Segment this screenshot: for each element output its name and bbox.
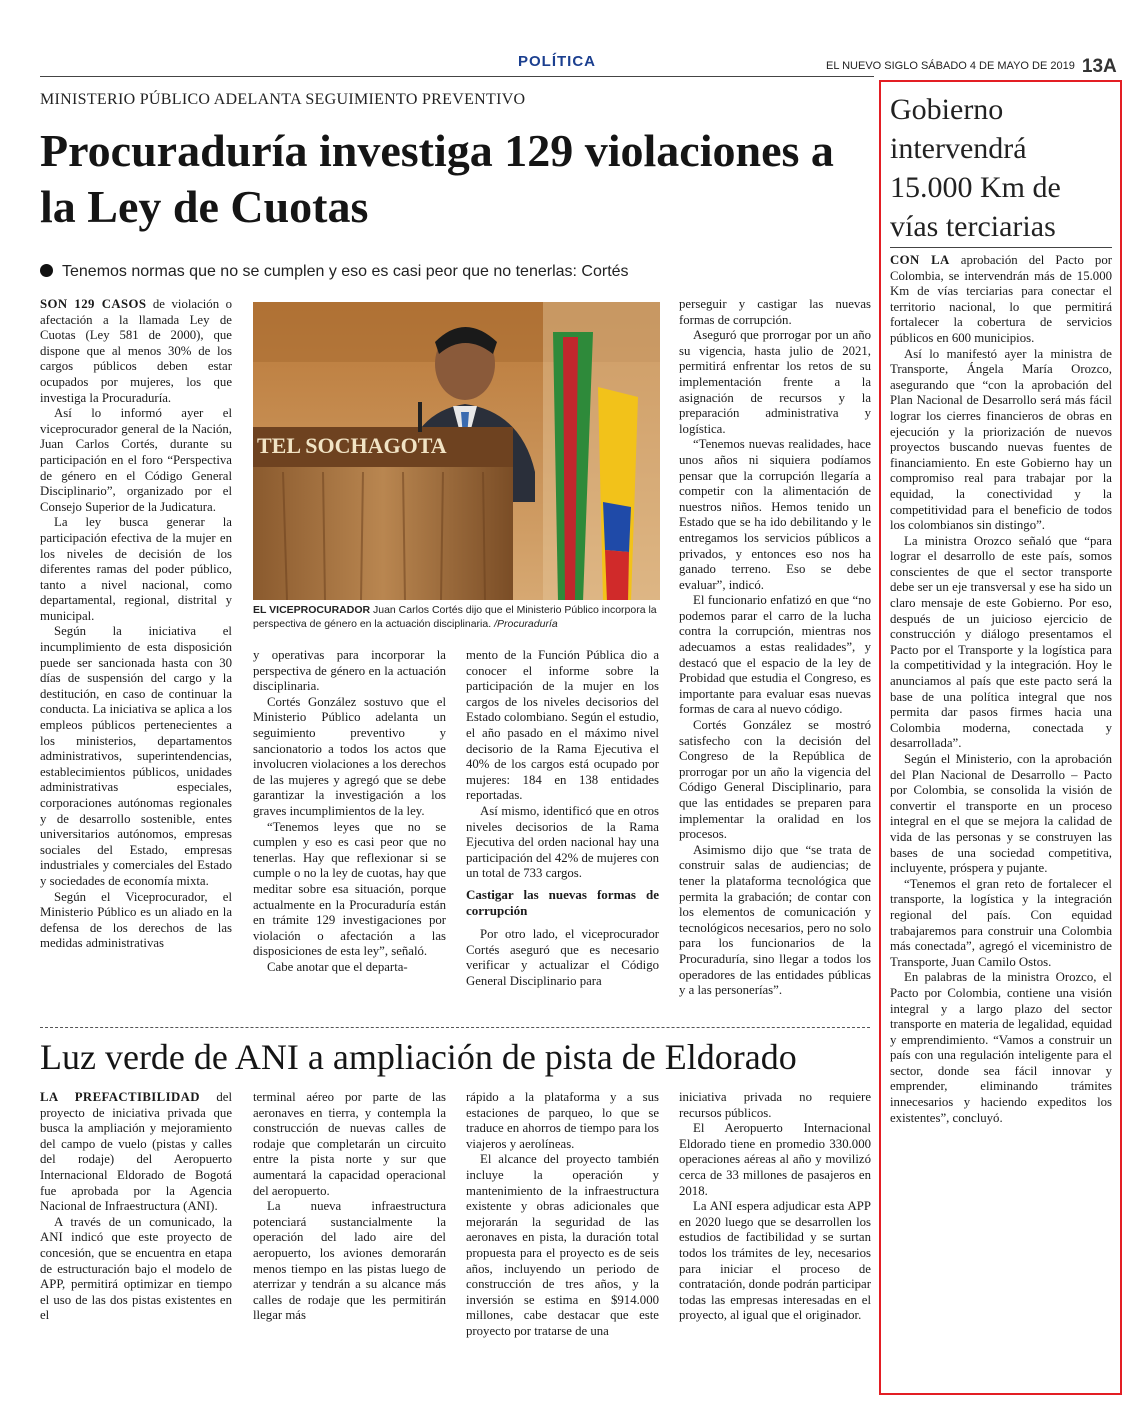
paragraph: Según el Viceprocurador, el Ministerio Público es un aliado en la defensa de los derechos de las medidas administrativas: [40, 889, 232, 951]
article2-column-2: [253, 1090, 446, 1390]
article1-column-4: [679, 297, 871, 1012]
photo-caption: [253, 604, 663, 631]
paragraph: CON LA aprobación del Pacto por Colombia, se intervendrán más de 15.000 Km de vías terciarias para conectar el territorio nacional, lo que permitirá fortalecer la cobertura de servicios públicos en 600 municipios.: [890, 253, 1112, 345]
paragraph: El funcionario enfatizó en que “no podemos parar el carro de la lucha contra la corrupción, mientras nos adecuamos a estas realidades”, y destacó que el espacio de la ley de Probidad que estudia el Congreso, es importante para evaluar esas nuevas formas de cara al nuevo código.: [679, 593, 871, 717]
lead-in: CON LA: [890, 253, 950, 267]
paragraph: El Aeropuerto Internacional Eldorado tiene en promedio 330.000 operaciones aéreas al año y movilizó cerca de 33 millones de pasajeros en 2018.: [679, 1121, 871, 1198]
article1-column-1: [40, 297, 232, 1012]
article1-column-2: [253, 648, 446, 1012]
lead-in: SON 129 CASOS: [40, 297, 147, 311]
paragraph: rápido a la plataforma y a sus estaciones de parqueo, lo que se traduce en ahorros de tiempo para los viajeros y aerolíneas.: [466, 1090, 659, 1151]
paragraph: Cortés González se mostró satisfecho con la decisión del Congreso de la República de prorrogar por un año la vigencia del Código General Disciplinario, para que las entidades se preparen para implementar la oralidad en los procesos.: [679, 718, 871, 842]
paragraph: Así mismo, identificó que en otros niveles decisorios de la Rama Ejecutiva del orden nacional hay una participación del 42% de mujeres con un total de 733 cargos.: [466, 803, 659, 881]
article2-column-1: [40, 1090, 232, 1390]
paragraph: Por otro lado, el viceprocurador Cortés aseguró que es necesario verificar y actualizar el Código General Disciplinario para: [466, 926, 659, 988]
podium-sign-text: TEL SOCHAGOTA: [257, 433, 447, 458]
section-label: POLÍTICA: [518, 53, 596, 70]
paragraph: “Tenemos leyes que no se cumplen y eso es casi peor que no tenerlas. Hay que reflexionar si se cumple o no la ley de cuotas, hay que meditar sobre esa situación, porque actualmente en la Procuraduría están en trámite 129 investigaciones por violación o afectación a las disposiciones de esta ley”, señaló.: [253, 819, 446, 959]
paragraph: LA PREFACTIBILIDAD del proyecto de iniciativa privada que busca la ampliación y mejoramiento del campo de vuelo (pistas y calles del rodaje) del Aeropuerto Internacional Eldorado de Bogotá fue aprobada por la Agencia Nacional de Infraestructura (ANI).: [40, 1090, 232, 1214]
paragraph: Aseguró que prorrogar por un año su vigencia, hasta julio de 2021, permitirá enfrentar los retos de su implementación frente a la asignación de recursos y la preparación administrativa y logística.: [679, 328, 871, 436]
paragraph: terminal aéreo por parte de las aeronaves en tierra, y contempla la construcción de nuevas calles de rodaje que completarán un circuito entre la pista norte y sur que aumentará la capacidad operacional del aeropuerto.: [253, 1090, 446, 1198]
article-subhead: [40, 263, 629, 281]
article2-column-3: [466, 1090, 659, 1390]
page-number: 13A: [1081, 56, 1117, 77]
section-subhead: Castigar las nuevas formas de corrupción: [466, 886, 659, 918]
article1-column-3: [466, 648, 659, 1012]
sidebar-headline: Gobierno intervendrá 15.000 Km de vías terciarias: [890, 93, 1061, 243]
paragraph: La nueva infraestructura potenciará sustancialmente la operación del lado aire del aeropuerto, los aviones demorarán menos tiempo en las pistas luego de aterrizar y tendrán a su alcance más calles de rodaje que les permitirán llegar más: [253, 1199, 446, 1323]
header-rule: [40, 76, 874, 77]
paragraph: En palabras de la ministra Orozco, el Pacto por Colombia, contiene una visión integral y a largo plazo del sector transporte en materia de legalidad, equidad y emprendimiento. “Vamos a construir un país con una regulación inteligente para el sector, donde sea fácil innovar y emprender, eliminando trámites innecesarios y haciendo expeditos los existentes”, concluyó.: [890, 970, 1112, 1125]
lead-in: LA PREFACTIBILIDAD: [40, 1090, 200, 1104]
caption-text: Juan Carlos Cortés dijo que el Ministerio Público incorpora la perspectiva de género en la actuación disciplinaria.: [253, 604, 657, 630]
paragraph: La ley busca generar la participación efectiva de la mujer en los niveles de decisión de los diferentes ramas del poder público, tanto a nivel nacional, como departamental, regional, distrital y municipal.: [40, 515, 232, 623]
article-photo: [253, 302, 660, 600]
paragraph: perseguir y castigar las nuevas formas de corrupción.: [679, 297, 871, 327]
paragraph: La ministra Orozco señaló que “para lograr el desarrollo de este país, somos conscientes de que el sector transporte debe ser un eje transversal y ese ha sido un claro mensaje de este Gobierno. Por eso, después de un juicioso ejercicio de construcción y diálogo presentamos el Pacto por el Transporte y la logística para la competitividad y la integración. Hoy le anunciamos al país que este pacto será la base de una política integral que nos permita dar pasos firmes hacia una Colombia moderna, conectada y desarrollada”.: [890, 533, 1112, 751]
paragraph: Según la iniciativa el incumplimiento de esta disposición puede ser sancionada hasta con 30 días de suspensión del cargo y la destitución, en caso de continuar la conducta. La iniciativa se aplica a los empleos públicos pertenecientes a los ministerios, departamentos administrativos, superintendencias, establecimientos públicos, unidades administrativas especiales, corporaciones autónomas regionales y de desarrollo sostenible, entes universitarios autónomos, empresas sociales del Estado, empresas industriales y comerciales del Estado y sociedades de economía mixta.: [40, 624, 232, 888]
subhead-text: Tenemos normas que no se cumplen y eso es casi peor que no tenerlas: Cortés: [62, 263, 629, 280]
bullet-icon: [40, 264, 53, 277]
publication-info: [826, 56, 1117, 78]
article2-headline: Luz verde de ANI a ampliación de pista de Eldorado: [40, 1037, 797, 1077]
paragraph: El alcance del proyecto también incluye la operación y mantenimiento de la infraestructura existente y obras adicionales que mejorarán la seguridad de las aeronaves en pista, la duración total propuesta para el proyecto es de seis años, incluyendo un periodo de construcción de tres años, y la inversión se estima en $914.000 millones, cabe destacar que este proyecto por tratarse de una: [466, 1152, 659, 1338]
caption-lead: EL VICEPROCURADOR: [253, 604, 371, 616]
paragraph: Así lo manifestó ayer la ministra de Transporte, Ángela María Orozco, asegurando que “con la aprobación del Plan Nacional de Desarrollo será más fácil lograr los cierres financieros de obras en ejecución y la priorización de nuevos proyectos buscando nuevas fuentes de financiamiento. En este Gobierno hay un compromiso real para trabajar por la equidad, la conectividad y la competitividad para el beneficio de todos los colombianos sin distingo”.: [890, 346, 1112, 533]
sidebar-body: [890, 253, 1112, 1388]
paragraph: “Tenemos el gran reto de fortalecer el transporte, la logística y la integración regional del país. Con equidad trabajaremos para construir una Colombia más conectada”, agregó el viceministro de Transporte, Juan Camilo Ostos.: [890, 876, 1112, 969]
paragraph: Cabe anotar que el departa-: [267, 959, 408, 974]
article-divider: [40, 1027, 870, 1028]
article2-column-4: [679, 1090, 871, 1390]
publication-date: SÁBADO 4 DE MAYO DE 2019: [920, 60, 1075, 72]
paragraph: Asimismo dijo que “se trata de construir salas de audiencias; de tener la plataforma tecnológica que permita la grabación; de contar con los elementos de comunicación y tecnológicos necesarios, pero no solo para los funcionarios de la Procuraduría, sino llegar a todos los operadores de las entidades públicas y a las personerías”.: [679, 842, 871, 998]
speaker-at-podium-image: [253, 302, 660, 600]
paragraph: La ANI espera adjudicar esta APP en 2020 luego que se desarrollen los estudios de factibilidad y se surtan todos los trámites de ley, necesarios para iniciar el proceso de contratación, donde podrán participar todas las empresas interesadas en el proyecto, al igual que el originador.: [679, 1199, 871, 1323]
paragraph: iniciativa privada no requiere recursos públicos.: [679, 1090, 871, 1120]
paragraph: A través de un comunicado, la ANI indicó que este proyecto de concesión, que se encuentra en etapa de estructuración bajo el modelo de APP, permitirá optimizar en tiempo el uso de las dos pistas existentes en el: [40, 1214, 232, 1323]
sidebar-rule: [890, 247, 1112, 248]
paragraph: Cortés González sostuvo que el Ministerio Público adelanta un seguimiento preventivo y sancionatorio a todos los actos que involucren violaciones a los derechos de las mujeres y agregó que se debe garantizar la investigación a los graves incumplimientos de la ley.: [253, 694, 446, 818]
publication-name: EL NUEVO SIGLO: [826, 60, 918, 72]
paragraph: SON 129 CASOS de violación o afectación a la llamada Ley de Cuotas (Ley 581 de 2000), que dispone que al menos 30% de los cargos públicos deben estar ocupados por mujeres, los que investiga la Procuraduría.: [40, 297, 233, 405]
paragraph: y operativas para incorporar la perspectiva de género en la actuación disciplinaria.: [253, 648, 446, 694]
paragraph: Según el Ministerio, con la aprobación del Plan Nacional de Desarrollo – Pacto por Colombia, se consolida la visión de convertir el transporte en un proceso integral en el que se mejora la calidad de vida de las personas y se construyen las bases de una sociedad competitiva, incluyente, próspera y pujante.: [890, 752, 1112, 876]
paragraph: “Tenemos nuevas realidades, hace unos años ni siquiera podíamos pensar que la corrupción llegaría a competir con la alimentación de nuestros niños. Hemos tenido un Estado que se ha ido debilitando y le entregamos los servicios públicos a privados, y entonces eso nos ha ganado terreno. Eso se debe evaluar”, indicó.: [679, 437, 871, 592]
paragraph: mento de la Función Pública dio a conocer el informe sobre la participación de la mujer en los cargos de los niveles decisorios del Estado colombiano. Según el estudio, el año pasado en el máximo nivel decisorio de la Rama Ejecutiva el 40% de los cargos está ocupado por mujeres: 184 en 138 entidades reportadas.: [466, 648, 659, 803]
article-kicker: MINISTERIO PÚBLICO ADELANTA SEGUIMIENTO PREVENTIVO: [40, 91, 526, 108]
photo-credit: /Procuraduría: [494, 617, 558, 630]
paragraph: Así lo informó ayer el viceprocurador general de la Nación, Juan Carlos Cortés, durante su participación en el foro “Perspectiva de género en el Código General Disciplinario”, organizado por el Consejo Superior de la Judicatura.: [40, 406, 232, 514]
article-headline: Procuraduría investiga 129 violaciones a la Ley de Cuotas: [40, 125, 834, 232]
